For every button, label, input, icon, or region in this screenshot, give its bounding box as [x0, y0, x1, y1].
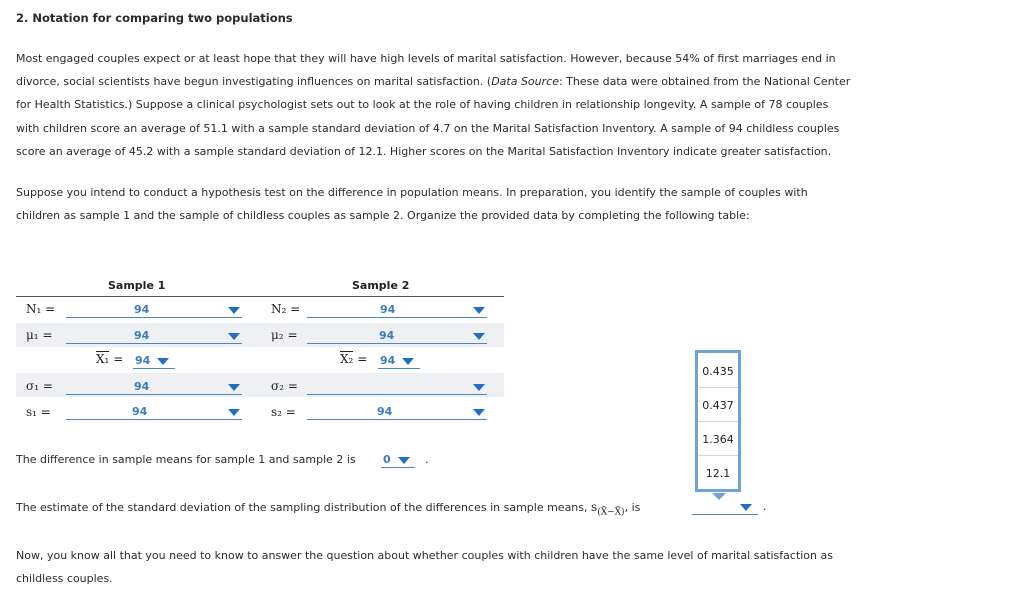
- chevron-down-icon: [228, 409, 240, 416]
- chevron-down-icon: [473, 333, 485, 340]
- s2-dropdown[interactable]: [307, 405, 487, 420]
- instruction-paragraph: [16, 181, 916, 227]
- n2-dropdown[interactable]: [307, 303, 487, 318]
- difference-value: 0: [383, 453, 391, 466]
- chevron-down-icon: [473, 307, 485, 314]
- closing-line-1: Now, you know all that you need to know to answer the question about whether couples with children have the same level of marital satisfaction as: [16, 549, 833, 562]
- closing-paragraph: [16, 544, 916, 590]
- difference-sentence: The difference in sample means for sample 1 and sample 2 is: [16, 453, 356, 466]
- x2-dropdown[interactable]: [378, 354, 420, 369]
- s1-dropdown[interactable]: [66, 405, 242, 420]
- estimate-dropdown[interactable]: [692, 500, 758, 515]
- sigma1-value: 94: [134, 380, 150, 393]
- sigma1-dropdown[interactable]: [66, 380, 242, 395]
- sample-1-header: Sample 1: [108, 279, 166, 292]
- option-divider: [698, 387, 738, 388]
- difference-period: .: [425, 453, 429, 466]
- estimate-sentence: The estimate of the standard deviation of the sampling distribution of the differences in sample means, $s_{(X̄-X̄)}$, is: [16, 500, 641, 518]
- intro-line-5: score an average of 45.2 with a sample standard deviation of 12.1. Higher scores on the Marital Satisfaction Inventory indicate greater satisfaction.: [16, 144, 832, 158]
- x1-label: X₁ =: [96, 352, 124, 366]
- option-0437[interactable]: 0.437: [702, 399, 734, 412]
- intro-line-4: with children score an average of 51.1 with a sample standard deviation of 4.7 on the Marital Satisfaction Inventory. A sample of 94 childless couples: [16, 121, 840, 135]
- x1-dropdown[interactable]: [133, 354, 175, 369]
- sigma2-dropdown[interactable]: [307, 380, 487, 395]
- x2-label: X₂ =: [340, 352, 368, 366]
- difference-dropdown[interactable]: [381, 453, 415, 468]
- x1-value: 94: [135, 354, 151, 367]
- option-1364[interactable]: 1.364: [702, 433, 734, 446]
- s1-label: s₁ =: [26, 405, 51, 419]
- option-divider: [698, 455, 738, 456]
- chevron-down-icon: [402, 358, 414, 365]
- chevron-down-icon: [228, 333, 240, 340]
- option-divider: [698, 421, 738, 422]
- intro-line-1: Most engaged couples expect or at least hope that they will have high levels of marital satisfaction. However, because 54% of first marriages end in: [16, 52, 836, 65]
- n1-label: N₁ =: [26, 302, 56, 316]
- instruction-line-2: children as sample 1 and the sample of childless couples as sample 2. Organize the provided data by completing the following table:: [16, 209, 750, 223]
- intro-line-2: divorce, social scientists have begun investigating influences on marital satisfaction. (Data Source: These data were obtained from the National Center: [16, 75, 851, 89]
- sample-2-header: Sample 2: [352, 279, 410, 292]
- chevron-down-icon: [157, 358, 169, 365]
- x2-value: 94: [380, 354, 396, 367]
- s2-value: 94: [377, 405, 393, 418]
- table-header-divider: [16, 296, 504, 297]
- option-121[interactable]: 12.1: [705, 467, 731, 480]
- chevron-down-icon: [228, 384, 240, 391]
- intro-line-3: for Health Statistics.) Suppose a clinical psychologist sets out to look at the role of having children in relationship longevity. A sample of 78 couples: [16, 98, 829, 112]
- s-diff-symbol: $s_{(X̄-X̄)}$: [591, 500, 625, 518]
- estimate-options-listbox[interactable]: [695, 350, 741, 492]
- mu2-value: 94: [379, 329, 395, 342]
- mu2-label: μ₂ =: [271, 328, 298, 342]
- closing-line-2: childless couples.: [16, 572, 113, 586]
- chevron-down-icon: [740, 504, 752, 511]
- s2-label: s₂ =: [271, 405, 296, 419]
- n2-value: 94: [380, 303, 396, 316]
- n1-value: 94: [134, 303, 150, 316]
- sigma2-label: σ₂ =: [271, 379, 298, 393]
- chevron-down-icon: [473, 384, 485, 391]
- n1-dropdown[interactable]: [66, 303, 242, 318]
- intro-paragraph: [16, 47, 916, 163]
- n2-label: N₂ =: [271, 302, 301, 316]
- option-0435[interactable]: 0.435: [702, 365, 734, 378]
- mu1-dropdown[interactable]: [66, 329, 242, 344]
- s1-value: 94: [132, 405, 148, 418]
- mu1-value: 94: [134, 329, 150, 342]
- question-title: 2. Notation for comparing two populations: [16, 11, 293, 25]
- chevron-down-icon: [473, 409, 485, 416]
- sigma1-label: σ₁ =: [26, 379, 53, 393]
- mu1-label: μ₁ =: [26, 328, 53, 342]
- estimate-period: .: [763, 500, 767, 513]
- chevron-down-icon: [228, 307, 240, 314]
- mu2-dropdown[interactable]: [307, 329, 487, 344]
- listbox-pointer-icon: [712, 493, 726, 500]
- chevron-down-icon: [398, 457, 410, 464]
- instruction-line-1: Suppose you intend to conduct a hypothesis test on the difference in population means. In preparation, you identify the sample of couples with: [16, 186, 808, 199]
